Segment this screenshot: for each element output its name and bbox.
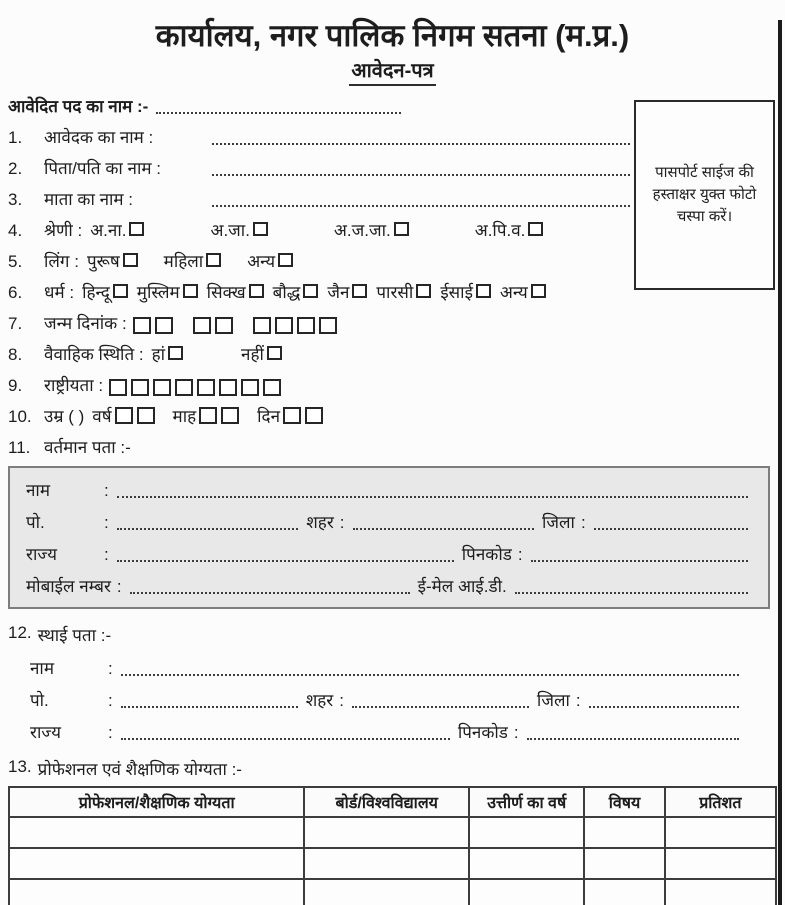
form-item-age	[8, 404, 636, 427]
permanent-address-label-शहर: शहर	[305, 690, 334, 710]
current-address-label-नाम: नाम	[26, 480, 51, 500]
option-label: ईसाई	[440, 282, 473, 302]
colon: :	[339, 512, 345, 532]
nationality-box-0-2[interactable]	[153, 379, 171, 396]
father-husband-name-field[interactable]	[212, 161, 630, 176]
qualification-header-3: विषय	[584, 787, 665, 817]
permanent-address-field-1-0[interactable]	[121, 693, 298, 708]
nationality-box-0-3[interactable]	[175, 379, 193, 396]
option-label: जैन	[327, 282, 350, 302]
age-unit-माह	[173, 404, 244, 427]
birth-date-box-2-2[interactable]	[297, 317, 315, 334]
category-checkbox-0[interactable]	[129, 222, 144, 236]
form-item-religion	[8, 280, 636, 303]
current-address-row-0	[26, 478, 754, 501]
applied-post-label: आवेदित पद का नाम :-	[8, 96, 149, 116]
category-checkbox-3[interactable]	[528, 222, 543, 236]
permanent-address-field-2-0[interactable]	[121, 725, 450, 740]
option-label: बौद्ध	[272, 282, 301, 302]
gender-checkbox-1[interactable]	[206, 253, 221, 267]
qualification-cell-0-2[interactable]	[469, 817, 584, 848]
nationality-box-0-5[interactable]	[219, 379, 237, 396]
gender-checkbox-0[interactable]	[123, 253, 138, 267]
qualification-cell-0-4[interactable]	[665, 817, 776, 848]
option-label: महिला	[163, 251, 204, 271]
religion-checkbox-1[interactable]	[183, 284, 198, 298]
permanent-address-heading	[8, 623, 785, 646]
marital-status-checkbox-1[interactable]	[267, 346, 282, 360]
page-edge-line	[778, 20, 782, 905]
permanent-address-row-1	[30, 688, 745, 711]
unit-label: दिन	[257, 406, 281, 426]
form-subtitle: आवेदन-पत्र	[349, 56, 435, 86]
item-number: 7.	[8, 313, 23, 333]
current-address-field-1-0[interactable]	[117, 515, 299, 530]
colon: :	[104, 480, 109, 500]
item-label: राष्ट्रीयता :	[44, 375, 104, 395]
marital-status-checkbox-0[interactable]	[168, 346, 183, 360]
birth-date-box-group-2	[253, 317, 341, 334]
qualification-cell-0-0[interactable]	[9, 817, 304, 848]
age-box-0-0[interactable]	[115, 407, 133, 424]
nationality-box-0-4[interactable]	[197, 379, 215, 396]
option-gender-2	[247, 249, 293, 272]
religion-checkbox-2[interactable]	[249, 284, 264, 298]
item-label: लिंग :	[44, 251, 79, 271]
nationality-box-0-0[interactable]	[109, 379, 127, 396]
unit-label: वर्ष	[92, 406, 112, 426]
qualification-row-2	[9, 879, 776, 905]
form-item-applicant-name	[8, 125, 636, 148]
permanent-address-label-जिला: जिला	[536, 690, 570, 710]
permanent-address-field-0-0[interactable]	[121, 661, 739, 676]
option-religion-2	[207, 280, 264, 303]
qualification-cell-1-2[interactable]	[469, 848, 584, 879]
current-address-field-0-0[interactable]	[117, 483, 748, 498]
qualification-cell-2-1[interactable]	[304, 879, 469, 905]
form-item-birth-date	[8, 311, 636, 334]
current-address-row-1	[26, 510, 754, 533]
option-religion-6	[440, 280, 491, 303]
item-label: माता का नाम :	[44, 189, 134, 209]
item-number: 3.	[8, 189, 23, 209]
form-item-category	[8, 218, 636, 241]
permanent-address-row-2	[30, 720, 745, 743]
nationality-box-group-0	[109, 379, 285, 396]
option-label: नहीं	[241, 344, 264, 364]
current-address-panel	[8, 466, 770, 609]
option-gender-0	[87, 249, 138, 272]
religion-checkbox-3[interactable]	[303, 284, 318, 298]
option-religion-7	[500, 280, 546, 303]
qualification-header-2: उत्तीर्ण का वर्ष	[469, 787, 584, 817]
religion-checkbox-6[interactable]	[476, 284, 491, 298]
permanent-address-label-नाम: नाम	[30, 658, 55, 678]
form-item-marital-status	[8, 342, 636, 365]
applied-post-field[interactable]	[156, 99, 401, 114]
birth-date-box-1-1[interactable]	[215, 317, 233, 334]
item-number: 5.	[8, 251, 23, 271]
colon: :	[108, 722, 113, 742]
age-box-2-0[interactable]	[283, 407, 301, 424]
item-number: 1.	[8, 127, 23, 147]
current-address-row-3	[26, 574, 754, 597]
current-address-label-ई-मेल आई.डी.: ई-मेल आई.डी.	[417, 576, 507, 596]
option-religion-3	[273, 280, 319, 303]
item-number: 9.	[8, 375, 23, 395]
current-address-field-3-0[interactable]	[130, 579, 410, 594]
religion-checkbox-0[interactable]	[113, 284, 128, 298]
unit-label: माह	[172, 406, 197, 426]
age-box-1-0[interactable]	[199, 407, 217, 424]
current-address-field-1-1[interactable]	[353, 515, 535, 530]
religion-checkbox-4[interactable]	[352, 284, 367, 298]
permanent-address-row-0	[30, 656, 745, 679]
item-label: पिता/पति का नाम :	[44, 158, 161, 178]
current-address-row-2	[26, 542, 754, 565]
religion-checkbox-5[interactable]	[416, 284, 431, 298]
item-label: धर्म :	[44, 282, 75, 302]
item-number: 11.	[8, 437, 31, 457]
option-religion-5	[376, 280, 431, 303]
item-label: जन्म दिनांक :	[44, 313, 127, 333]
colon: :	[513, 722, 519, 742]
item-label: आवेदक का नाम :	[44, 127, 154, 147]
current-address-label-राज्य: राज्य	[26, 544, 57, 564]
option-label: सिक्ख	[206, 282, 246, 302]
option-label: अन्य	[499, 282, 528, 302]
current-address-field-3-1[interactable]	[515, 579, 748, 594]
item-label: वैवाहिक स्थिति :	[44, 344, 144, 364]
option-label: अन्य	[247, 251, 276, 271]
qualification-header-1: बोर्ड/विश्वविद्यालय	[304, 787, 469, 817]
option-label: अ.ज.जा.	[333, 220, 391, 240]
qualification-header-row	[9, 787, 776, 817]
permanent-address-field-2-1[interactable]	[527, 725, 739, 740]
birth-date-box-0-0[interactable]	[133, 317, 151, 334]
form-items	[8, 125, 636, 458]
option-label: मुस्लिम	[136, 282, 180, 302]
option-label: हिन्दू	[82, 282, 110, 302]
nationality-box-0-6[interactable]	[241, 379, 259, 396]
permanent-address-field-1-1[interactable]	[352, 693, 529, 708]
qualification-cell-0-3[interactable]	[584, 817, 665, 848]
applicant-name-field[interactable]	[212, 130, 630, 145]
qualification-cell-1-3[interactable]	[584, 848, 665, 879]
photo-box-text: पासपोर्ट साईज की हस्ताक्षर युक्त फोटो चस्पा करें।	[652, 164, 757, 225]
option-label: अ.ना.	[90, 220, 127, 240]
nationality-box-0-7[interactable]	[263, 379, 281, 396]
qualification-table	[8, 786, 777, 905]
birth-date-box-0-1[interactable]	[155, 317, 173, 334]
current-address-label-पिनकोड: पिनकोड	[461, 544, 512, 564]
option-category-1	[210, 218, 267, 241]
form-item-current-address-heading	[8, 435, 636, 458]
birth-date-box-1-0[interactable]	[193, 317, 211, 334]
colon: :	[575, 690, 581, 710]
qualification-row-0	[9, 817, 776, 848]
item-label: श्रेणी :	[44, 220, 83, 240]
age-unit-वर्ष	[92, 404, 158, 427]
option-category-2	[334, 218, 409, 241]
permanent-address-label-राज्य: राज्य	[30, 722, 61, 742]
option-religion-0	[82, 280, 128, 303]
qualification-header-4: प्रतिशत	[665, 787, 776, 817]
form-item-father-husband-name	[8, 156, 636, 179]
permanent-address-number: 12.	[8, 622, 32, 642]
colon: :	[104, 512, 109, 532]
item-label: वर्तमान पता :-	[44, 437, 131, 457]
age-unit-दिन	[257, 404, 327, 427]
qualification-cell-2-4[interactable]	[665, 879, 776, 905]
item-label: उम्र ( )	[44, 406, 85, 426]
colon: :	[517, 544, 523, 564]
current-address-field-1-2[interactable]	[594, 515, 748, 530]
option-religion-4	[327, 280, 367, 303]
permanent-address-field-1-2[interactable]	[589, 693, 739, 708]
age-box-0-1[interactable]	[137, 407, 155, 424]
colon: :	[580, 512, 586, 532]
colon: :	[339, 690, 344, 710]
option-gender-1	[164, 249, 222, 272]
colon: :	[104, 544, 109, 564]
current-address-label-पो.: पो.	[26, 512, 45, 532]
age-box-2-1[interactable]	[305, 407, 323, 424]
age-box-1-1[interactable]	[221, 407, 239, 424]
qualification-cell-2-2[interactable]	[469, 879, 584, 905]
colon: :	[108, 690, 113, 710]
qualification-cell-2-0[interactable]	[9, 879, 304, 905]
permanent-address-label: स्थाई पता :-	[37, 625, 112, 645]
item-number: 8.	[8, 344, 23, 364]
qualification-header-0: प्रोफेशनल/शैक्षणिक योग्यता	[9, 787, 304, 817]
option-label: अ.जा.	[210, 220, 250, 240]
photo-box[interactable]	[634, 100, 775, 290]
category-checkbox-1[interactable]	[253, 222, 268, 236]
qualification-cell-1-1[interactable]	[304, 848, 469, 879]
form-item-mother-name	[8, 187, 636, 210]
birth-date-box-2-3[interactable]	[319, 317, 337, 334]
qualification-label: प्रोफेशनल एवं शैक्षणिक योग्यता :-	[37, 759, 242, 779]
qualification-cell-0-1[interactable]	[304, 817, 469, 848]
mother-name-field[interactable]	[212, 192, 630, 207]
current-address-field-2-0[interactable]	[117, 547, 454, 562]
nationality-box-0-1[interactable]	[131, 379, 149, 396]
item-number: 6.	[8, 282, 23, 302]
item-number: 10.	[8, 406, 32, 426]
item-number: 4.	[8, 220, 23, 240]
birth-date-box-group-0	[133, 317, 177, 334]
current-address-field-2-1[interactable]	[531, 547, 748, 562]
form-title: कार्यालय, नगर पालिक निगम सतना (म.प्र.)	[155, 18, 630, 53]
option-label: अ.पि.व.	[474, 220, 526, 240]
option-category-0	[90, 218, 144, 241]
qualification-cell-1-0[interactable]	[9, 848, 304, 879]
birth-date-box-2-1[interactable]	[275, 317, 293, 334]
religion-checkbox-7[interactable]	[531, 284, 546, 298]
birth-date-box-2-0[interactable]	[253, 317, 271, 334]
colon: :	[108, 658, 113, 678]
form-item-gender	[8, 249, 636, 272]
current-address-label-जिला: जिला	[542, 512, 575, 532]
option-label: पुरूष	[86, 251, 120, 271]
qualification-cell-2-3[interactable]	[584, 879, 665, 905]
form-item-nationality	[8, 373, 636, 396]
gender-checkbox-2[interactable]	[278, 253, 293, 267]
option-label: पारसी	[376, 282, 414, 302]
qualification-row-1	[9, 848, 776, 879]
category-checkbox-2[interactable]	[394, 222, 409, 236]
permanent-address-label-पो.: पो.	[30, 690, 49, 710]
option-marital-status-0	[152, 342, 183, 365]
qualification-number: 13.	[8, 756, 32, 776]
qualification-heading	[8, 757, 785, 780]
birth-date-box-group-1	[193, 317, 237, 334]
current-address-label-शहर: शहर	[306, 512, 334, 532]
colon: :	[116, 576, 122, 596]
option-category-3	[475, 218, 544, 241]
option-label: हां	[151, 344, 166, 364]
current-address-label-मोबाईल नम्बर: मोबाईल नम्बर	[26, 576, 111, 596]
permanent-address-block	[30, 656, 745, 743]
permanent-address-label-पिनकोड: पिनकोड	[457, 722, 508, 742]
option-religion-1	[137, 280, 198, 303]
qualification-cell-1-4[interactable]	[665, 848, 776, 879]
option-marital-status-1	[241, 342, 282, 365]
item-number: 2.	[8, 158, 23, 178]
